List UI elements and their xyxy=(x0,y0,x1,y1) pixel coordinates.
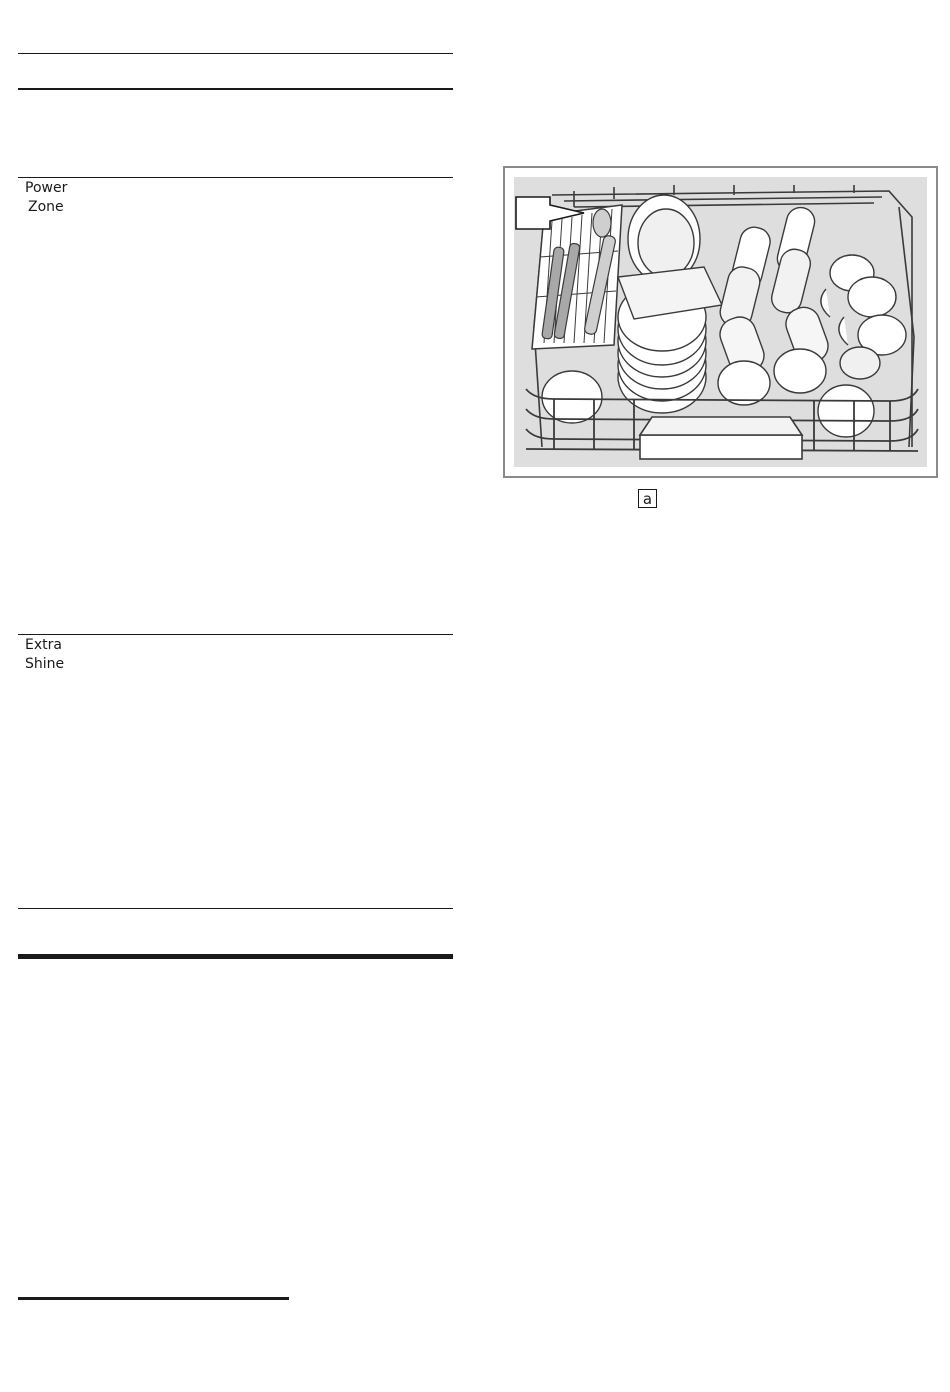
row-label-line2: Shine xyxy=(25,656,65,672)
row-label-power xyxy=(25,179,67,217)
dishwasher-basket-illustration xyxy=(514,177,927,467)
callout-label-a: a xyxy=(638,489,657,508)
row-label-line1: Power xyxy=(25,180,68,196)
basket-drawing xyxy=(514,177,927,467)
figure-frame xyxy=(503,166,938,478)
table-rule-top xyxy=(18,53,453,54)
table-rule-header xyxy=(18,88,453,90)
table-rule-row-1 xyxy=(18,177,453,178)
row-label-extra-shine xyxy=(25,636,64,674)
row-label-line2: Zone xyxy=(28,199,64,215)
row-label-line1: Extra xyxy=(25,637,62,653)
footnote-rule xyxy=(18,1297,289,1300)
table-rule-row-3 xyxy=(18,908,453,909)
table-rule-row-2 xyxy=(18,634,453,635)
section-rule-thick xyxy=(18,954,453,959)
